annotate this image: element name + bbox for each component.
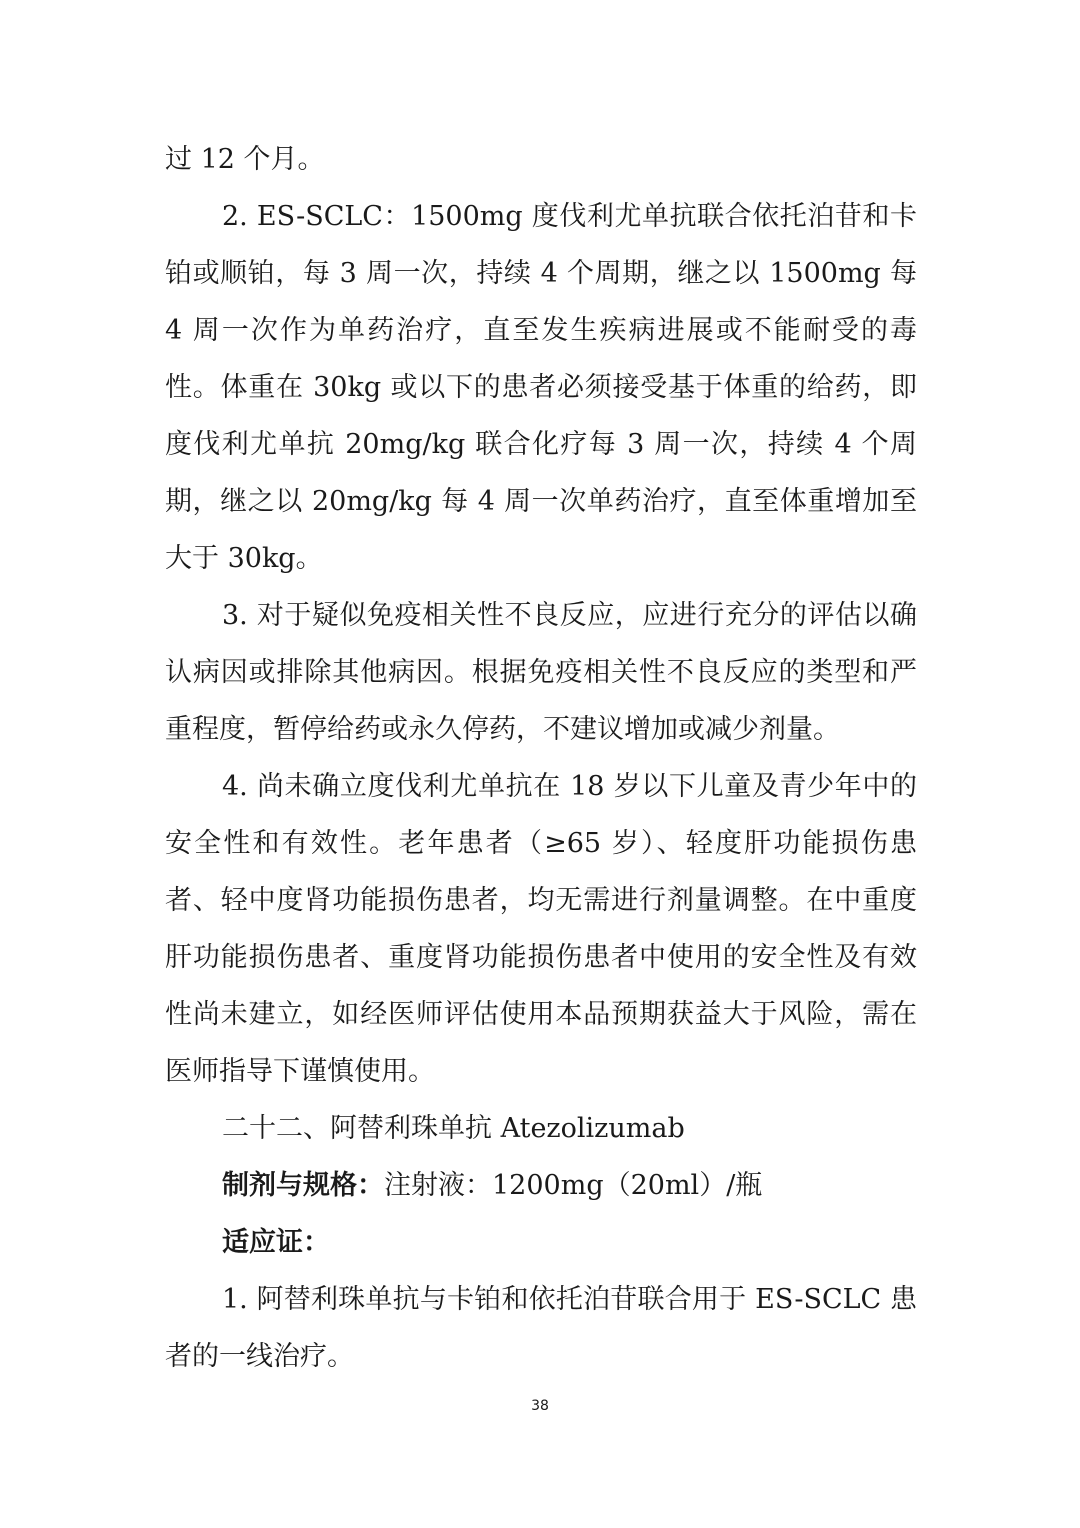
paragraph-special-populations: 4. 尚未确立度伐利尤单抗在 18 岁以下儿童及青少年中的安全性和有效性。老年患者（≥65 岁）、轻度肝功能损伤患者、轻中度肾功能损伤患者，均无需进行剂量调整。在中重度肝功能损伤患者、重度肾功能损伤患者中使用的安全性及有效性尚未建立，如经医师评估使用本品预期获益大于风险，需在医师指导下谨慎使用。 [165, 771, 917, 1087]
section-heading-atezolizumab: 二十二、阿替利珠单抗 Atezolizumab [222, 1113, 685, 1144]
page-number: 38 [531, 1398, 549, 1414]
document-body [165, 131, 917, 1385]
spec-label: 制剂与规格： [222, 1170, 384, 1201]
paragraph-immune-adverse-reactions: 3. 对于疑似免疫相关性不良反应，应进行充分的评估以确认病因或排除其他病因。根据免疫相关性不良反应的类型和严重程度，暂停给药或永久停药，不建议增加或减少剂量。 [165, 600, 917, 745]
indication-label: 适应证： [222, 1227, 330, 1258]
paragraph-dosage-es-sclc: 2. ES-SCLC：1500mg 度伐利尤单抗联合依托泊苷和卡铂或顺铂，每 3 周一次，持续 4 个周期，继之以 1500mg 每 4 周一次作为单药治疗，直至发生疾病进展或不能耐受的毒性。体重在 30kg 或以下的患者必须接受基于体重的给药，即度伐利尤单抗 20mg/kg 联合化疗每 3 周一次，持续 4 个周期，继之以 20mg/kg 每 4 周一次单药治疗，直至体重增加至大于 30kg。 [165, 201, 917, 574]
paragraph-continuation: 过 12 个月。 [165, 144, 325, 175]
spec-value: 注射液：1200mg（20ml）/瓶 [384, 1170, 763, 1201]
indication-heading [165, 1214, 917, 1271]
spec-line [165, 1157, 917, 1214]
indication-item: 1. 阿替利珠单抗与卡铂和依托泊苷联合用于 ES-SCLC 患者的一线治疗。 [165, 1284, 917, 1372]
